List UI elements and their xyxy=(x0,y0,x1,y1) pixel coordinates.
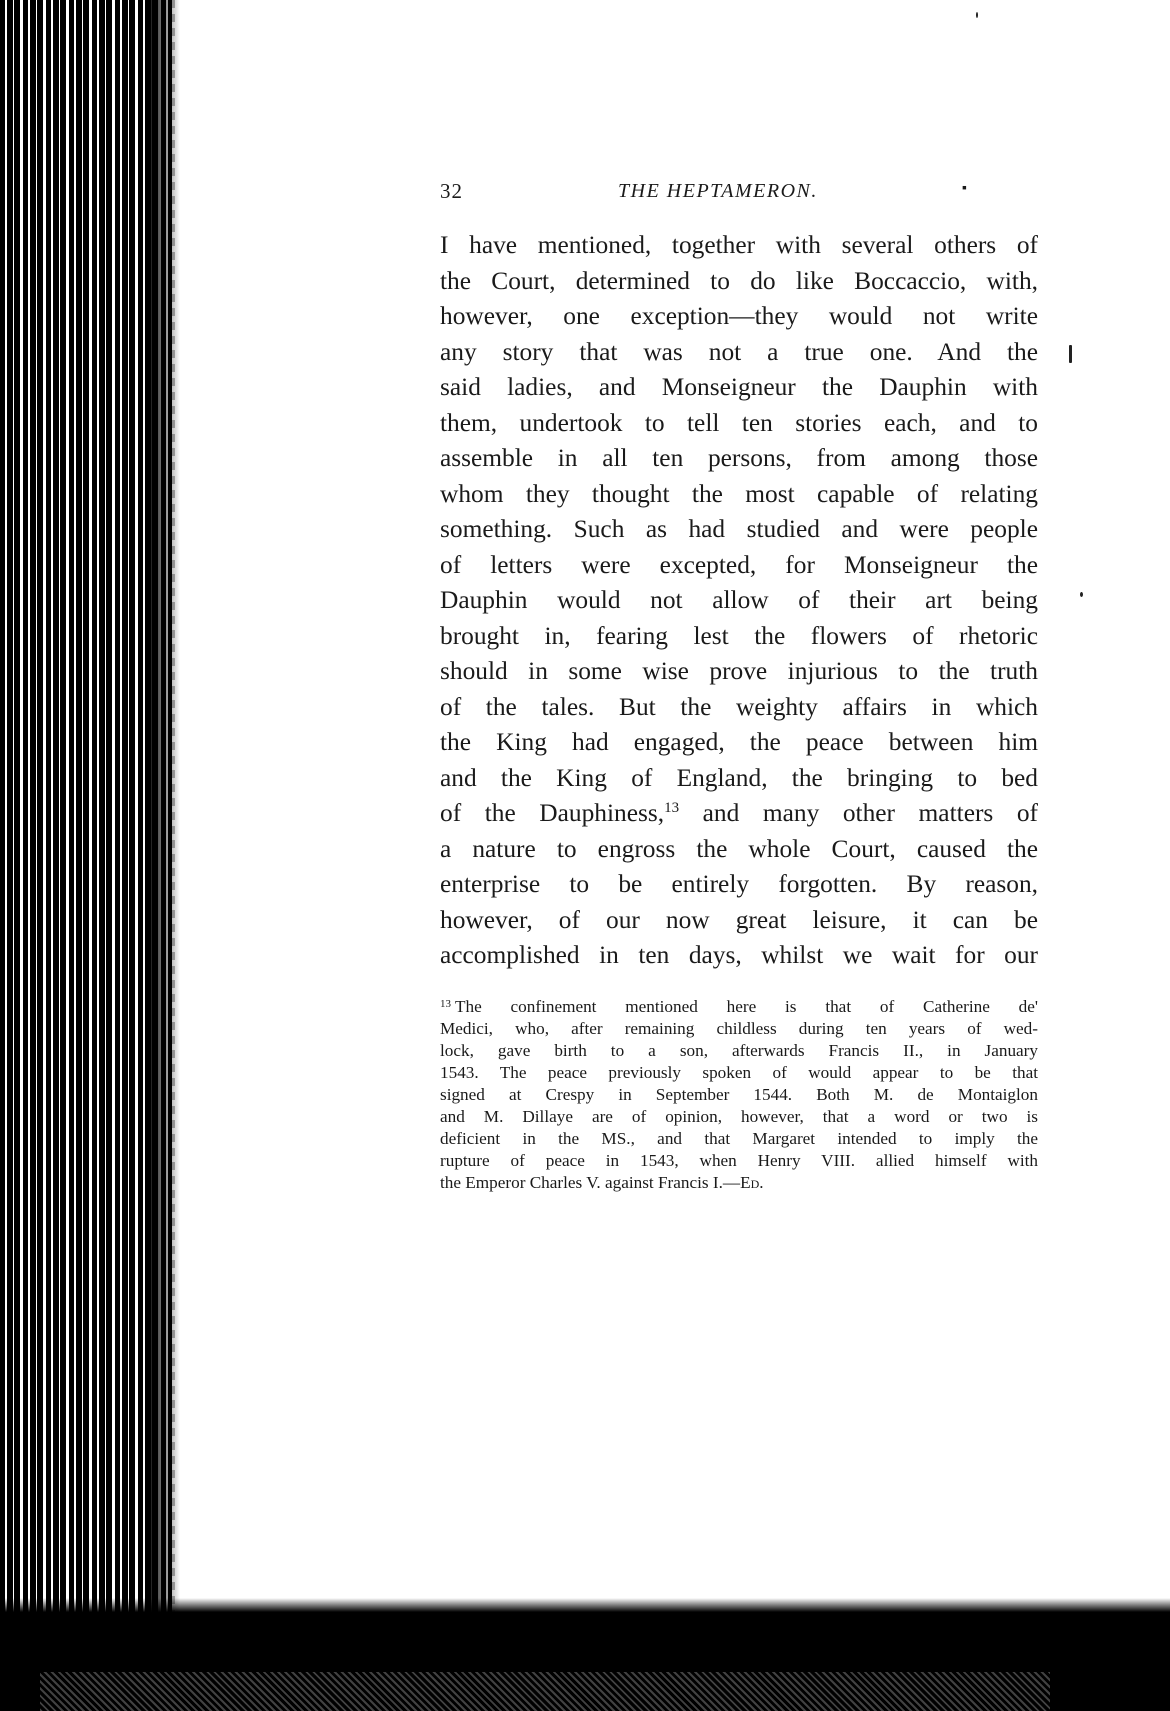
text-line: the King had engaged, the peace between him xyxy=(440,728,1038,756)
bottom-scan-noise xyxy=(40,1672,1050,1711)
footnote-line: signed at Crespy in September 1544. Both M. de Montaiglon xyxy=(440,1084,1038,1104)
footnote-line: deficient in the MS., and that Margaret intended to imply the xyxy=(440,1128,1038,1148)
text-line: should in some wise prove injurious to the truth xyxy=(440,657,1038,685)
text-line: them, undertook to tell ten stories each, and to xyxy=(440,408,1038,437)
ink-mark-icon: ▪ xyxy=(962,181,967,196)
text-line: assemble in all ten persons, from among those xyxy=(440,444,1038,472)
text-line: Dauphin would not allow of their art being xyxy=(440,586,1038,614)
scan-speck xyxy=(1080,592,1083,597)
text-line: of letters were excepted, for Monseigneur the xyxy=(440,550,1038,579)
text-line: however, one exception—they would not write xyxy=(440,302,1038,330)
book-spine-edge xyxy=(0,0,172,1711)
running-head xyxy=(440,176,1040,206)
text-line: however, of our now great leisure, it can be xyxy=(440,905,1038,934)
book-page xyxy=(440,176,1040,1194)
editor-signature: Ed. xyxy=(740,1172,764,1192)
text-fragment: and many other matters of xyxy=(679,799,1038,827)
footnote-text: The confinement mentioned here is that of Catherine de' xyxy=(455,996,1038,1016)
footnote-marker: 13 xyxy=(440,997,451,1010)
text-line: a nature to engross the whole Court, caused the xyxy=(440,834,1038,863)
text-line: any story that was not a true one. And the xyxy=(440,337,1038,366)
footnote-line: lock, gave birth to a son, afterwards Francis II., in January xyxy=(440,1040,1038,1060)
scan-speck xyxy=(976,12,978,18)
text-line: I have mentioned, together with several others of xyxy=(440,231,1038,259)
text-fragment: of the Dauphiness, xyxy=(440,799,665,827)
footnote-reference[interactable]: 13 xyxy=(664,800,680,816)
footnote-line xyxy=(440,996,1038,1018)
text-line: accomplished in ten days, whilst we wait for our xyxy=(440,941,1038,969)
footnote-line: rupture of peace in 1543, when Henry VIII. allied himself with xyxy=(440,1150,1038,1170)
text-line: of the tales. But the weighty affairs in which xyxy=(440,692,1038,721)
page-number: 32 xyxy=(440,179,463,203)
text-line: brought in, fearing lest the flowers of rhetoric xyxy=(440,621,1038,650)
text-line: and the King of England, the bringing to bed xyxy=(440,763,1038,792)
text-line: whom they thought the most capable of relating xyxy=(440,479,1038,508)
spine-shadow xyxy=(150,0,180,1711)
footnote-line xyxy=(440,1172,1038,1194)
text-line: something. Such as had studied and were people xyxy=(440,515,1038,543)
footnote-line: Medici, who, after remaining childless during ten years of wed- xyxy=(440,1018,1038,1038)
scan-speck xyxy=(1069,345,1072,363)
page-edge-streaks xyxy=(172,0,175,1711)
running-title: THE HEPTAMERON. xyxy=(618,180,818,202)
text-line: said ladies, and Monseigneur the Dauphin with xyxy=(440,373,1038,401)
text-line: enterprise to be entirely forgotten. By reason, xyxy=(440,870,1038,898)
text-line: the Court, determined to do like Boccaccio, with, xyxy=(440,266,1038,295)
footnote xyxy=(440,996,1038,1194)
footnote-line: 1543. The peace previously spoken of would appear to be that xyxy=(440,1062,1038,1082)
footnote-text: the Emperor Charles V. against Francis I.— xyxy=(440,1172,741,1192)
text-line-with-footnote-ref xyxy=(440,796,1038,832)
footnote-line: and M. Dillaye are of opinion, however, that a word or two is xyxy=(440,1106,1038,1126)
main-text xyxy=(440,228,1038,974)
